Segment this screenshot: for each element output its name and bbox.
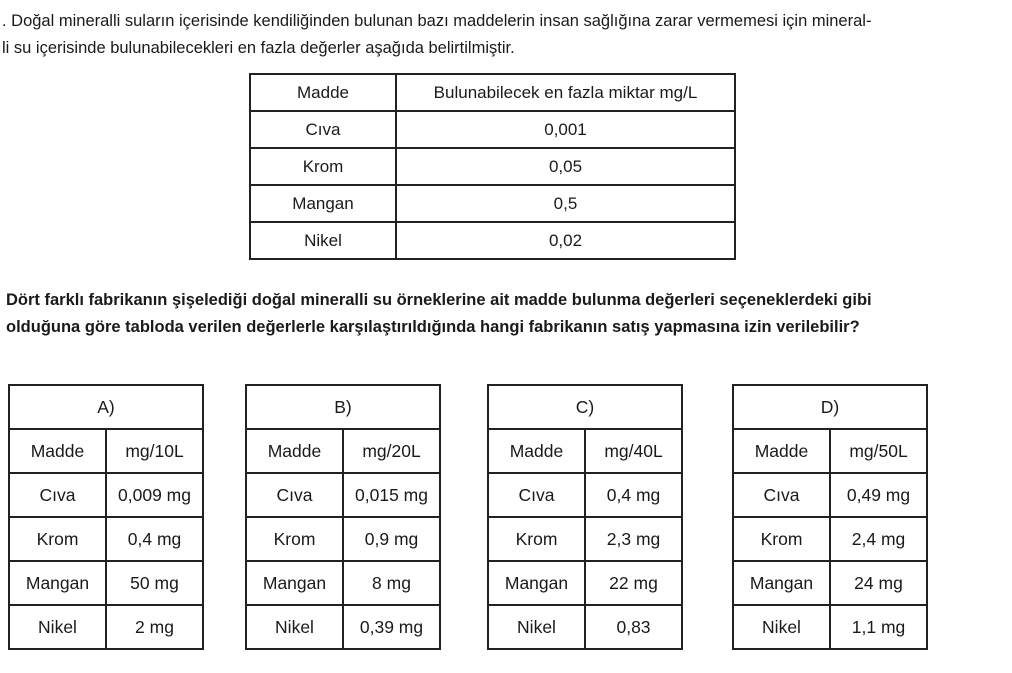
reference-cell-value: 0,5 — [396, 185, 735, 222]
option-cell-substance: Nikel — [488, 605, 585, 649]
table-row — [246, 605, 440, 649]
option-b-table[interactable] — [245, 384, 441, 650]
reference-header-row — [250, 74, 735, 111]
option-header-row — [733, 429, 927, 473]
question-text — [6, 287, 1006, 341]
intro-line-1: . Doğal mineralli suların içerisinde kendiliğinden bulunan bazı maddelerin insan sağlığına zarar vermemesi için mineral- — [2, 12, 872, 30]
reference-cell-substance: Nikel — [250, 222, 396, 259]
option-cell-value: 0,4 mg — [585, 473, 682, 517]
option-cell-substance: Nikel — [9, 605, 106, 649]
table-row — [250, 111, 735, 148]
option-a-label[interactable]: A) — [9, 385, 203, 429]
reference-table — [249, 73, 736, 260]
table-row — [9, 605, 203, 649]
table-row — [733, 605, 927, 649]
option-header-row — [246, 429, 440, 473]
option-cell-value: 22 mg — [585, 561, 682, 605]
option-label-row — [733, 385, 927, 429]
option-cell-value: 24 mg — [830, 561, 927, 605]
option-d-table[interactable] — [732, 384, 928, 650]
option-label-row — [488, 385, 682, 429]
option-cell-value: 0,9 mg — [343, 517, 440, 561]
option-label-row — [9, 385, 203, 429]
option-cell-substance: Krom — [488, 517, 585, 561]
table-row — [488, 561, 682, 605]
table-row — [488, 605, 682, 649]
option-b-label[interactable]: B) — [246, 385, 440, 429]
table-row — [733, 517, 927, 561]
option-cell-substance: Mangan — [246, 561, 343, 605]
option-header-unit: mg/50L — [830, 429, 927, 473]
option-cell-value: 0,009 mg — [106, 473, 203, 517]
option-cell-substance: Mangan — [488, 561, 585, 605]
option-cell-substance: Cıva — [733, 473, 830, 517]
option-header-substance: Madde — [9, 429, 106, 473]
table-row — [733, 473, 927, 517]
reference-header-max-amount: Bulunabilecek en fazla miktar mg/L — [396, 74, 735, 111]
table-row — [9, 473, 203, 517]
option-d-label[interactable]: D) — [733, 385, 927, 429]
reference-cell-substance: Mangan — [250, 185, 396, 222]
table-row — [9, 517, 203, 561]
option-cell-value: 2,4 mg — [830, 517, 927, 561]
option-cell-value: 0,015 mg — [343, 473, 440, 517]
reference-cell-value: 0,02 — [396, 222, 735, 259]
option-a-table[interactable] — [8, 384, 204, 650]
option-cell-value: 1,1 mg — [830, 605, 927, 649]
intro-text — [2, 8, 1007, 62]
option-cell-substance: Nikel — [733, 605, 830, 649]
table-row — [250, 222, 735, 259]
option-cell-value: 50 mg — [106, 561, 203, 605]
option-cell-value: 8 mg — [343, 561, 440, 605]
intro-line-2: li su içerisinde bulunabilecekleri en fazla değerler aşağıda belirtilmiştir. — [2, 39, 515, 57]
option-cell-value: 0,39 mg — [343, 605, 440, 649]
option-cell-substance: Cıva — [9, 473, 106, 517]
table-row — [488, 517, 682, 561]
table-row — [733, 561, 927, 605]
option-cell-value: 0,4 mg — [106, 517, 203, 561]
reference-cell-value: 0,001 — [396, 111, 735, 148]
option-cell-substance: Krom — [733, 517, 830, 561]
option-header-unit: mg/20L — [343, 429, 440, 473]
table-row — [9, 561, 203, 605]
option-cell-value: 2 mg — [106, 605, 203, 649]
option-header-substance: Madde — [246, 429, 343, 473]
table-row — [246, 517, 440, 561]
option-header-unit: mg/40L — [585, 429, 682, 473]
question-line-1: Dört farklı fabrikanın şişelediği doğal mineralli su örneklerine ait madde bulunma değerleri seçeneklerdeki gibi — [6, 291, 872, 309]
option-cell-substance: Cıva — [488, 473, 585, 517]
option-cell-substance: Cıva — [246, 473, 343, 517]
table-row — [250, 185, 735, 222]
option-cell-value: 2,3 mg — [585, 517, 682, 561]
option-header-substance: Madde — [488, 429, 585, 473]
option-header-unit: mg/10L — [106, 429, 203, 473]
option-header-substance: Madde — [733, 429, 830, 473]
option-cell-value: 0,49 mg — [830, 473, 927, 517]
option-cell-substance: Nikel — [246, 605, 343, 649]
option-c-label[interactable]: C) — [488, 385, 682, 429]
option-label-row — [246, 385, 440, 429]
option-cell-substance: Mangan — [9, 561, 106, 605]
option-cell-substance: Krom — [9, 517, 106, 561]
question-line-2: olduğuna göre tabloda verilen değerlerle karşılaştırıldığında hangi fabrikanın satış yapmasına izin verilebilir? — [6, 318, 860, 336]
option-header-row — [9, 429, 203, 473]
reference-cell-substance: Krom — [250, 148, 396, 185]
option-cell-value: 0,83 — [585, 605, 682, 649]
option-cell-substance: Mangan — [733, 561, 830, 605]
option-c-table[interactable] — [487, 384, 683, 650]
reference-header-substance: Madde — [250, 74, 396, 111]
reference-cell-value: 0,05 — [396, 148, 735, 185]
table-row — [488, 473, 682, 517]
table-row — [250, 148, 735, 185]
option-cell-substance: Krom — [246, 517, 343, 561]
option-header-row — [488, 429, 682, 473]
reference-cell-substance: Cıva — [250, 111, 396, 148]
table-row — [246, 561, 440, 605]
table-row — [246, 473, 440, 517]
